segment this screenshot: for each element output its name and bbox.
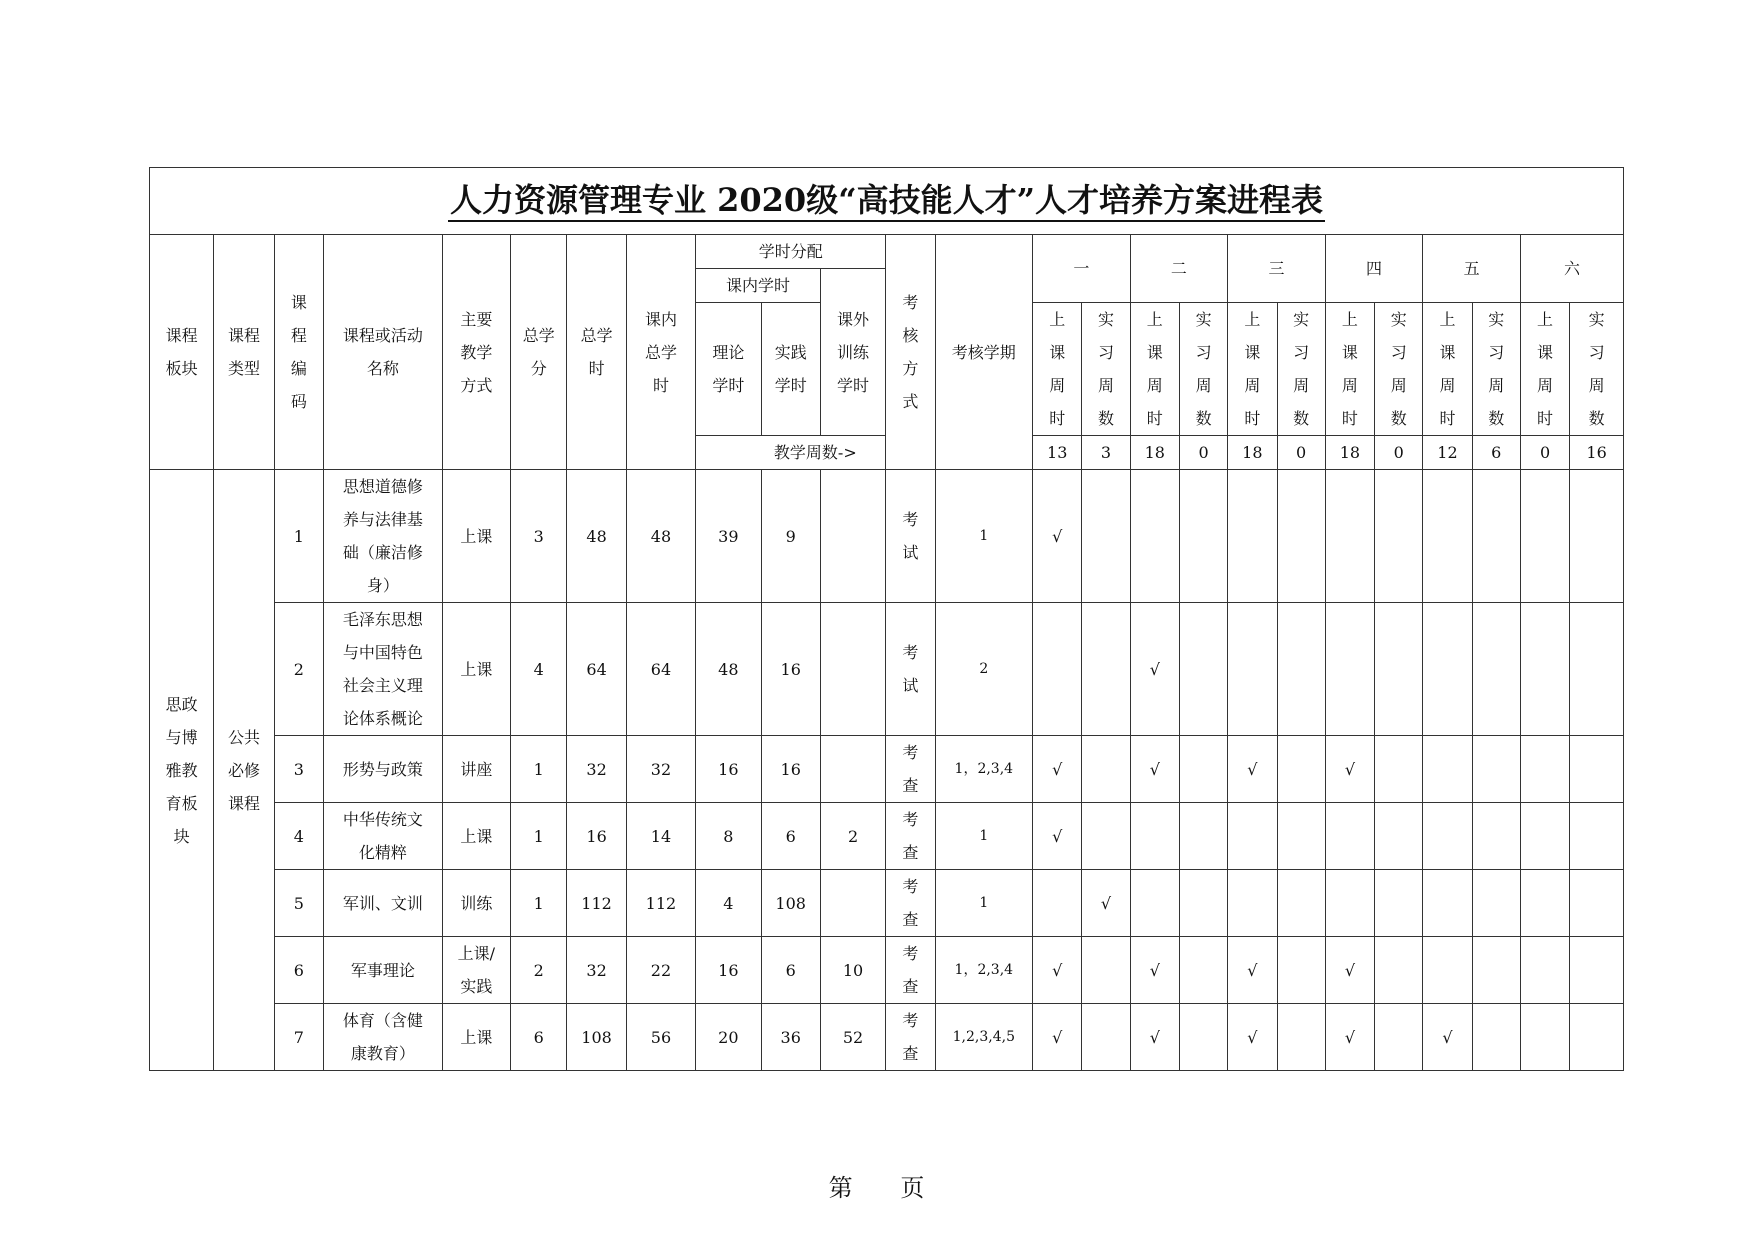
header-hours-dist: 学时分配 <box>696 235 886 269</box>
course-code: 7 <box>274 1004 323 1071</box>
footer-left: 第 <box>828 1174 853 1202</box>
semester-mark <box>1082 603 1130 736</box>
semester-mark <box>1375 1004 1423 1071</box>
s1-lecture: 上课周时 <box>1033 303 1082 436</box>
semester-mark <box>1375 470 1423 603</box>
semester-mark <box>1179 803 1227 870</box>
semester-mark <box>1520 937 1569 1004</box>
total-hours: 16 <box>567 803 626 870</box>
course-name: 思想道德修养与法律基础（廉洁修身） <box>324 470 443 603</box>
semester-mark <box>1520 870 1569 937</box>
teaching-method: 上课 <box>442 1004 510 1071</box>
table-row <box>150 1004 1624 1071</box>
semester-mark <box>1277 803 1325 870</box>
assessment-type: 考查 <box>886 736 935 803</box>
assessment-type: 考试 <box>886 603 935 736</box>
s6-intern: 实习周数 <box>1570 303 1624 436</box>
s5-intern: 实习周数 <box>1472 303 1520 436</box>
practice-hours: 36 <box>761 1004 820 1071</box>
credits: 6 <box>511 1004 567 1071</box>
inclass-total: 14 <box>626 803 695 870</box>
weeks-value: 0 <box>1179 436 1227 470</box>
header-name: 课程或活动名称 <box>324 235 443 470</box>
plan-sheet <box>149 167 1624 1071</box>
credits: 2 <box>511 937 567 1004</box>
semester-mark: √ <box>1325 937 1374 1004</box>
weeks-value: 0 <box>1520 436 1569 470</box>
semester-6: 六 <box>1520 235 1623 303</box>
assessment-term: 1，2,3,4 <box>935 736 1033 803</box>
semester-mark <box>1520 736 1569 803</box>
semester-mark <box>1082 736 1130 803</box>
assessment-term: 1 <box>935 470 1033 603</box>
s2-lecture: 上课周时 <box>1130 303 1179 436</box>
semester-mark: √ <box>1130 603 1179 736</box>
weeks-value: 18 <box>1325 436 1374 470</box>
assessment-type: 考查 <box>886 870 935 937</box>
semester-mark <box>1179 1004 1227 1071</box>
semester-mark: √ <box>1033 937 1082 1004</box>
theory-hours: 16 <box>696 937 761 1004</box>
semester-5: 五 <box>1423 235 1521 303</box>
semester-mark <box>1228 470 1277 603</box>
extra-hours <box>820 870 885 937</box>
theory-hours: 39 <box>696 470 761 603</box>
semester-mark <box>1179 603 1227 736</box>
practice-hours: 16 <box>761 736 820 803</box>
teaching-method: 讲座 <box>442 736 510 803</box>
assessment-term: 1,2,3,4,5 <box>935 1004 1033 1071</box>
teaching-method: 上课/实践 <box>442 937 510 1004</box>
table-row <box>150 603 1624 736</box>
course-code: 6 <box>274 937 323 1004</box>
course-plan-table <box>149 167 1624 1071</box>
semester-mark <box>1570 937 1624 1004</box>
teaching-weeks-label: 教学周数-> <box>696 436 935 470</box>
assessment-term: 1 <box>935 803 1033 870</box>
weeks-value: 6 <box>1472 436 1520 470</box>
semester-mark <box>1179 870 1227 937</box>
total-hours: 112 <box>567 870 626 937</box>
course-code: 5 <box>274 870 323 937</box>
semester-mark <box>1325 803 1374 870</box>
semester-mark <box>1179 470 1227 603</box>
semester-mark <box>1082 1004 1130 1071</box>
credits: 3 <box>511 470 567 603</box>
semester-mark <box>1375 803 1423 870</box>
s5-lecture: 上课周时 <box>1423 303 1472 436</box>
semester-mark: √ <box>1130 937 1179 1004</box>
assessment-term: 1 <box>935 870 1033 937</box>
credits: 1 <box>511 736 567 803</box>
table-row <box>150 470 1624 603</box>
course-name: 军训、文训 <box>324 870 443 937</box>
semester-mark <box>1082 803 1130 870</box>
course-name: 形势与政策 <box>324 736 443 803</box>
assessment-type: 考试 <box>886 470 935 603</box>
theory-hours: 48 <box>696 603 761 736</box>
group-type: 公共必修课程 <box>214 470 274 1071</box>
footer-right: 页 <box>900 1174 925 1202</box>
weeks-value: 18 <box>1130 436 1179 470</box>
semester-mark <box>1325 603 1374 736</box>
extra-hours <box>820 736 885 803</box>
course-code: 1 <box>274 470 323 603</box>
semester-mark <box>1570 736 1624 803</box>
total-hours: 32 <box>567 937 626 1004</box>
weeks-value: 16 <box>1570 436 1624 470</box>
extra-hours: 52 <box>820 1004 885 1071</box>
title-cell <box>150 168 1624 235</box>
semester-3: 三 <box>1228 235 1326 303</box>
s3-intern: 实习周数 <box>1277 303 1325 436</box>
semester-mark <box>1472 870 1520 937</box>
semester-mark: √ <box>1033 736 1082 803</box>
s2-intern: 实习周数 <box>1179 303 1227 436</box>
semester-mark: √ <box>1130 736 1179 803</box>
semester-mark <box>1472 803 1520 870</box>
table-row <box>150 870 1624 937</box>
course-code: 3 <box>274 736 323 803</box>
semester-mark <box>1228 803 1277 870</box>
semester-mark <box>1130 870 1179 937</box>
group-block: 思政与博雅教育板块 <box>150 470 214 1071</box>
theory-hours: 8 <box>696 803 761 870</box>
header-credits: 总学分 <box>511 235 567 470</box>
table-row <box>150 736 1624 803</box>
semester-1: 一 <box>1033 235 1131 303</box>
semester-mark <box>1228 603 1277 736</box>
weeks-value: 18 <box>1228 436 1277 470</box>
semester-mark: √ <box>1082 870 1130 937</box>
s6-lecture: 上课周时 <box>1520 303 1569 436</box>
inclass-total: 22 <box>626 937 695 1004</box>
semester-mark <box>1520 1004 1569 1071</box>
semester-mark <box>1179 736 1227 803</box>
s1-intern: 实习周数 <box>1082 303 1130 436</box>
header-total-hours: 总学时 <box>567 235 626 470</box>
semester-mark <box>1472 470 1520 603</box>
course-name: 中华传统文化精粹 <box>324 803 443 870</box>
inclass-total: 48 <box>626 470 695 603</box>
semester-mark <box>1570 603 1624 736</box>
semester-mark: √ <box>1033 470 1082 603</box>
theory-hours: 4 <box>696 870 761 937</box>
semester-mark <box>1375 603 1423 736</box>
semester-mark <box>1033 870 1082 937</box>
semester-2: 二 <box>1130 235 1228 303</box>
semester-mark <box>1277 470 1325 603</box>
header-method: 主要教学方式 <box>442 235 510 470</box>
weeks-value: 12 <box>1423 436 1472 470</box>
weeks-value: 3 <box>1082 436 1130 470</box>
semester-mark: √ <box>1130 1004 1179 1071</box>
course-name: 体育（含健康教育） <box>324 1004 443 1071</box>
course-name: 毛泽东思想与中国特色社会主义理论体系概论 <box>324 603 443 736</box>
weeks-value: 0 <box>1375 436 1423 470</box>
semester-mark <box>1423 603 1472 736</box>
header-type: 课程类型 <box>214 235 274 470</box>
semester-mark <box>1277 870 1325 937</box>
semester-mark: √ <box>1423 1004 1472 1071</box>
semester-mark <box>1520 470 1569 603</box>
inclass-total: 56 <box>626 1004 695 1071</box>
credits: 1 <box>511 870 567 937</box>
total-hours: 48 <box>567 470 626 603</box>
extra-hours: 2 <box>820 803 885 870</box>
teaching-method: 上课 <box>442 603 510 736</box>
practice-hours: 6 <box>761 803 820 870</box>
header-inclass-hours: 课内学时 <box>696 269 821 303</box>
semester-mark <box>1423 803 1472 870</box>
header-assess-term: 考核学期 <box>935 235 1033 470</box>
semester-mark <box>1570 870 1624 937</box>
practice-hours: 6 <box>761 937 820 1004</box>
semester-mark <box>1472 736 1520 803</box>
weeks-value: 13 <box>1033 436 1082 470</box>
semester-mark <box>1472 603 1520 736</box>
assessment-type: 考查 <box>886 1004 935 1071</box>
extra-hours <box>820 470 885 603</box>
theory-hours: 16 <box>696 736 761 803</box>
semester-mark <box>1570 470 1624 603</box>
page-title: 人力资源管理专业 2020级“高技能人才”人才培养方案进程表 <box>448 180 1325 222</box>
assessment-type: 考查 <box>886 803 935 870</box>
teaching-method: 训练 <box>442 870 510 937</box>
semester-mark <box>1277 1004 1325 1071</box>
extra-hours: 10 <box>820 937 885 1004</box>
semester-mark: √ <box>1228 1004 1277 1071</box>
header-practice: 实践学时 <box>761 303 820 436</box>
inclass-total: 112 <box>626 870 695 937</box>
practice-hours: 108 <box>761 870 820 937</box>
semester-mark <box>1325 870 1374 937</box>
assessment-type: 考查 <box>886 937 935 1004</box>
semester-mark: √ <box>1033 803 1082 870</box>
semester-mark <box>1277 603 1325 736</box>
semester-mark: √ <box>1325 1004 1374 1071</box>
semester-mark: √ <box>1228 736 1277 803</box>
course-code: 4 <box>274 803 323 870</box>
practice-hours: 16 <box>761 603 820 736</box>
inclass-total: 32 <box>626 736 695 803</box>
course-code: 2 <box>274 603 323 736</box>
semester-mark <box>1570 1004 1624 1071</box>
extra-hours <box>820 603 885 736</box>
semester-mark <box>1570 803 1624 870</box>
s3-lecture: 上课周时 <box>1228 303 1277 436</box>
table-row <box>150 937 1624 1004</box>
header-theory: 理论学时 <box>696 303 761 436</box>
semester-mark <box>1375 736 1423 803</box>
semester-mark <box>1423 736 1472 803</box>
semester-mark <box>1520 603 1569 736</box>
inclass-total: 64 <box>626 603 695 736</box>
course-name: 军事理论 <box>324 937 443 1004</box>
credits: 1 <box>511 803 567 870</box>
teaching-method: 上课 <box>442 470 510 603</box>
teaching-method: 上课 <box>442 803 510 870</box>
weeks-value: 0 <box>1277 436 1325 470</box>
semester-mark <box>1423 937 1472 1004</box>
s4-intern: 实习周数 <box>1375 303 1423 436</box>
semester-mark <box>1423 870 1472 937</box>
semester-mark <box>1082 470 1130 603</box>
table-row <box>150 803 1624 870</box>
semester-mark: √ <box>1228 937 1277 1004</box>
s4-lecture: 上课周时 <box>1325 303 1374 436</box>
header-extra: 课外训练学时 <box>820 269 885 436</box>
credits: 4 <box>511 603 567 736</box>
assessment-term: 1，2,3,4 <box>935 937 1033 1004</box>
header-assessment: 考核方式 <box>886 235 935 470</box>
page-footer <box>0 1168 1753 1203</box>
semester-mark <box>1277 937 1325 1004</box>
semester-mark <box>1277 736 1325 803</box>
assessment-term: 2 <box>935 603 1033 736</box>
semester-mark <box>1472 1004 1520 1071</box>
semester-mark <box>1179 937 1227 1004</box>
semester-mark <box>1033 603 1082 736</box>
header-code: 课程编码 <box>274 235 323 470</box>
theory-hours: 20 <box>696 1004 761 1071</box>
semester-mark <box>1375 870 1423 937</box>
semester-mark <box>1130 803 1179 870</box>
total-hours: 108 <box>567 1004 626 1071</box>
semester-mark: √ <box>1033 1004 1082 1071</box>
semester-4: 四 <box>1325 235 1423 303</box>
semester-mark <box>1325 470 1374 603</box>
semester-mark: √ <box>1325 736 1374 803</box>
header-inclass-total: 课内总学时 <box>626 235 695 470</box>
total-hours: 64 <box>567 603 626 736</box>
total-hours: 32 <box>567 736 626 803</box>
header-block: 课程板块 <box>150 235 214 470</box>
semester-mark <box>1423 470 1472 603</box>
semester-mark <box>1472 937 1520 1004</box>
semester-mark <box>1082 937 1130 1004</box>
semester-mark <box>1520 803 1569 870</box>
semester-mark <box>1375 937 1423 1004</box>
semester-mark <box>1228 870 1277 937</box>
practice-hours: 9 <box>761 470 820 603</box>
semester-mark <box>1130 470 1179 603</box>
